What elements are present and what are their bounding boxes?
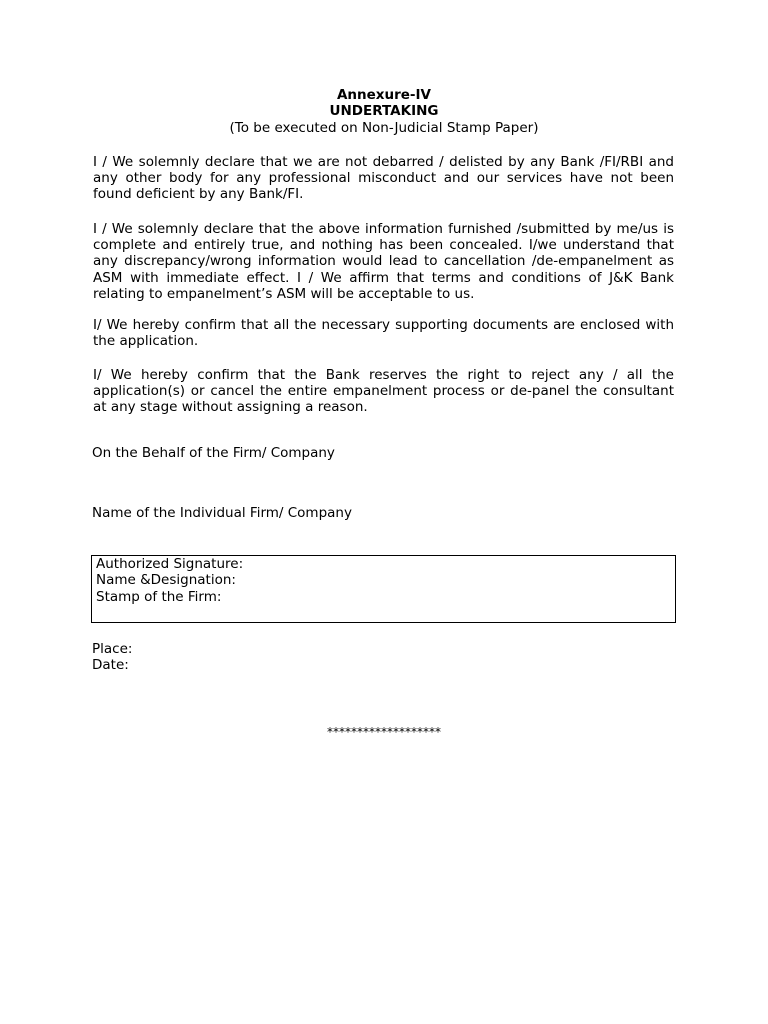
declaration-paragraph-3: I/ We hereby confirm that all the necessary supporting documents are enclosed with the application.	[93, 317, 674, 350]
signature-box	[91, 555, 676, 623]
end-marker: *******************	[327, 725, 441, 739]
authorized-signature-label: Authorized Signature:	[96, 556, 244, 572]
declaration-paragraph-4: I/ We hereby confirm that the Bank reserves the right to reject any / all the application(s) or cancel the entire empanelment process or de-panel the consultant at any stage without assigning a reason.	[93, 367, 674, 416]
firm-stamp-label: Stamp of the Firm:	[96, 589, 222, 605]
page-title: UNDERTAKING	[329, 103, 439, 119]
place-label: Place:	[92, 641, 133, 657]
behalf-line: On the Behalf of the Firm/ Company	[92, 445, 335, 461]
page-subtitle: (To be executed on Non-Judicial Stamp Paper)	[229, 120, 539, 136]
declaration-paragraph-1: I / We solemnly declare that we are not debarred / delisted by any Bank /FI/RBI and any other body for any professional misconduct and our services have not been found deficient by any Bank/FI.	[93, 154, 674, 203]
name-designation-label: Name &Designation:	[96, 572, 236, 588]
date-label: Date:	[92, 657, 129, 673]
firm-name-line: Name of the Individual Firm/ Company	[92, 505, 352, 521]
annexure-label: Annexure-IV	[336, 87, 432, 103]
declaration-paragraph-2: I / We solemnly declare that the above information furnished /submitted by me/us is complete and entirely true, and nothing has been concealed. I/we understand that any discrepancy/wrong information would lead to cancellation /de-empanelment as ASM with immediate effect. I / We affirm that terms and conditions of J&K Bank relating to empanelment’s ASM will be acceptable to us.	[93, 221, 674, 302]
